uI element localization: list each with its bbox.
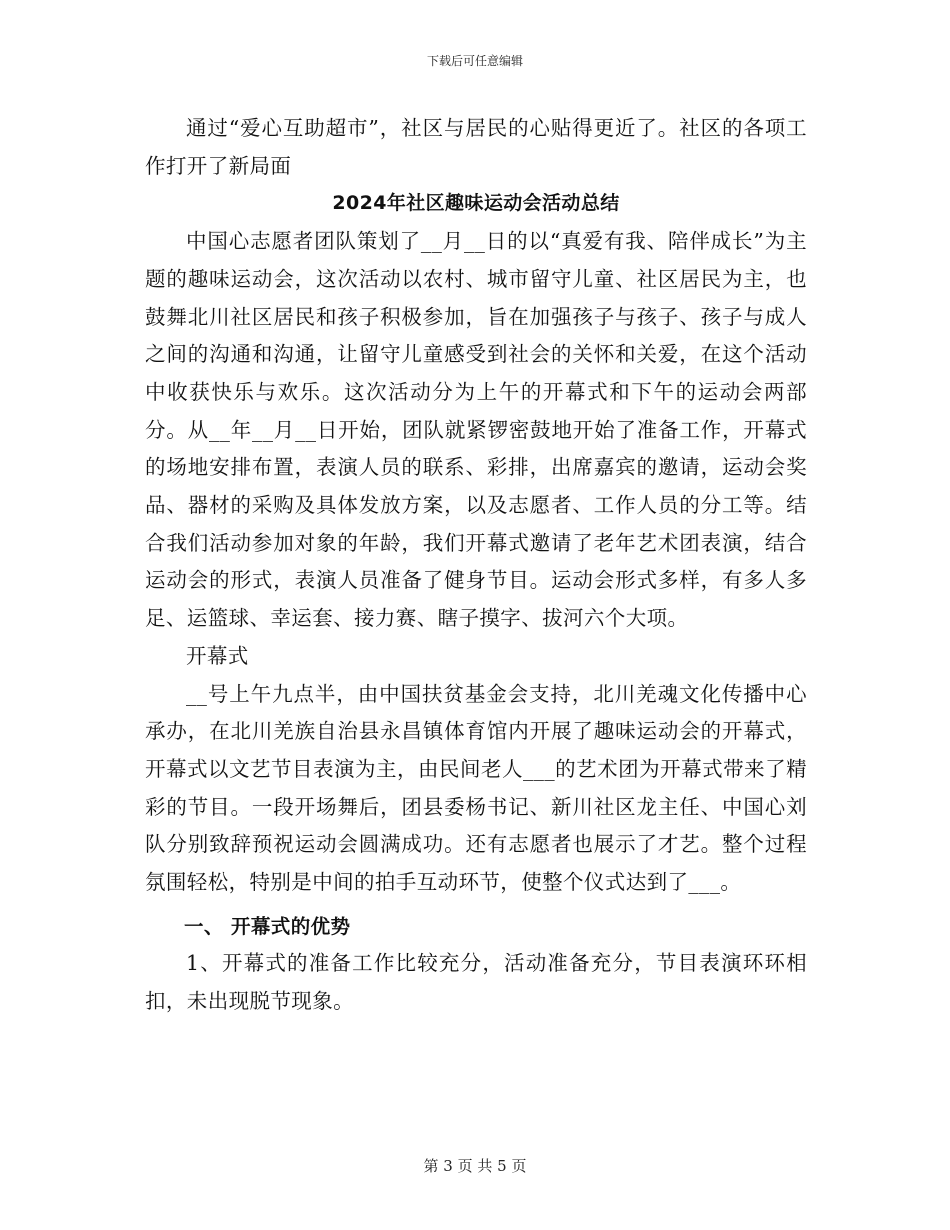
paragraph-3: 1、开幕式的准备工作比较充分，活动准备充分，节目表演环环相扣，未出现脱节现象。 [145, 951, 807, 1014]
page-header-note: 下载后可任意编辑 [426, 54, 523, 68]
section-heading-1: 一、 开幕式的优势 [184, 914, 351, 938]
page-number: 第 3 页 共 5 页 [423, 1157, 527, 1175]
paragraph-1: 中国心志愿者团队策划了__月__日的以“真爱有我、陪伴成长”为主题的趣味运动会，这次活动以农村、城市留守儿童、社区居民为主，也鼓舞北川社区居民和孩子积极参加，旨在加强孩子与孩子、孩子与成人之间的沟通和沟通，让留守儿童感受到社会的关怀和关爱，在这个活动中收获快乐与欢乐。这次活动分为上午的开幕式和下午的运动会两部分。从__年__月__日开始，团队就紧锣密鼓地开始了准备工作，开幕式的场地安排布置，表演人员的联系、彩排，出席嘉宾的邀请，运动会奖品、器材的采购及具体发放方案，以及志愿者、工作人员的分工等。结合我们活动参加对象的年龄，我们开幕式邀请了老年艺术团表演，结合运动会的形式，表演人员准备了健身节目。运动会形式多样，有多人多足、运篮球、幸运套、接力赛、瞎子摸字、拔河六个大项。 [145, 229, 807, 631]
intro-paragraph: 通过“爱心互助超市”，社区与居民的心贴得更近了。社区的各项工作打开了新局面 [145, 116, 807, 178]
document-title: 2024年社区趣味运动会活动总结 [332, 192, 620, 215]
subheading-opening: 开幕式 [186, 643, 249, 668]
paragraph-2: __号上午九点半，由中国扶贫基金会支持，北川羌魂文化传播中心承办，在北川羌族自治县永昌镇体育馆内开展了趣味运动会的开幕式，开幕式以文艺节目表演为主，由民间老人___的艺术团为开幕式带来了精彩的节目。一段开场舞后，团县委杨书记、新川社区龙主任、中国心刘队分别致辞预祝运动会圆满成功。还有志愿者也展示了才艺。整个过程氛围轻松，特别是中间的拍手互动环节，使整个仪式达到了___。 [145, 681, 807, 895]
document-body [145, 110, 807, 1021]
